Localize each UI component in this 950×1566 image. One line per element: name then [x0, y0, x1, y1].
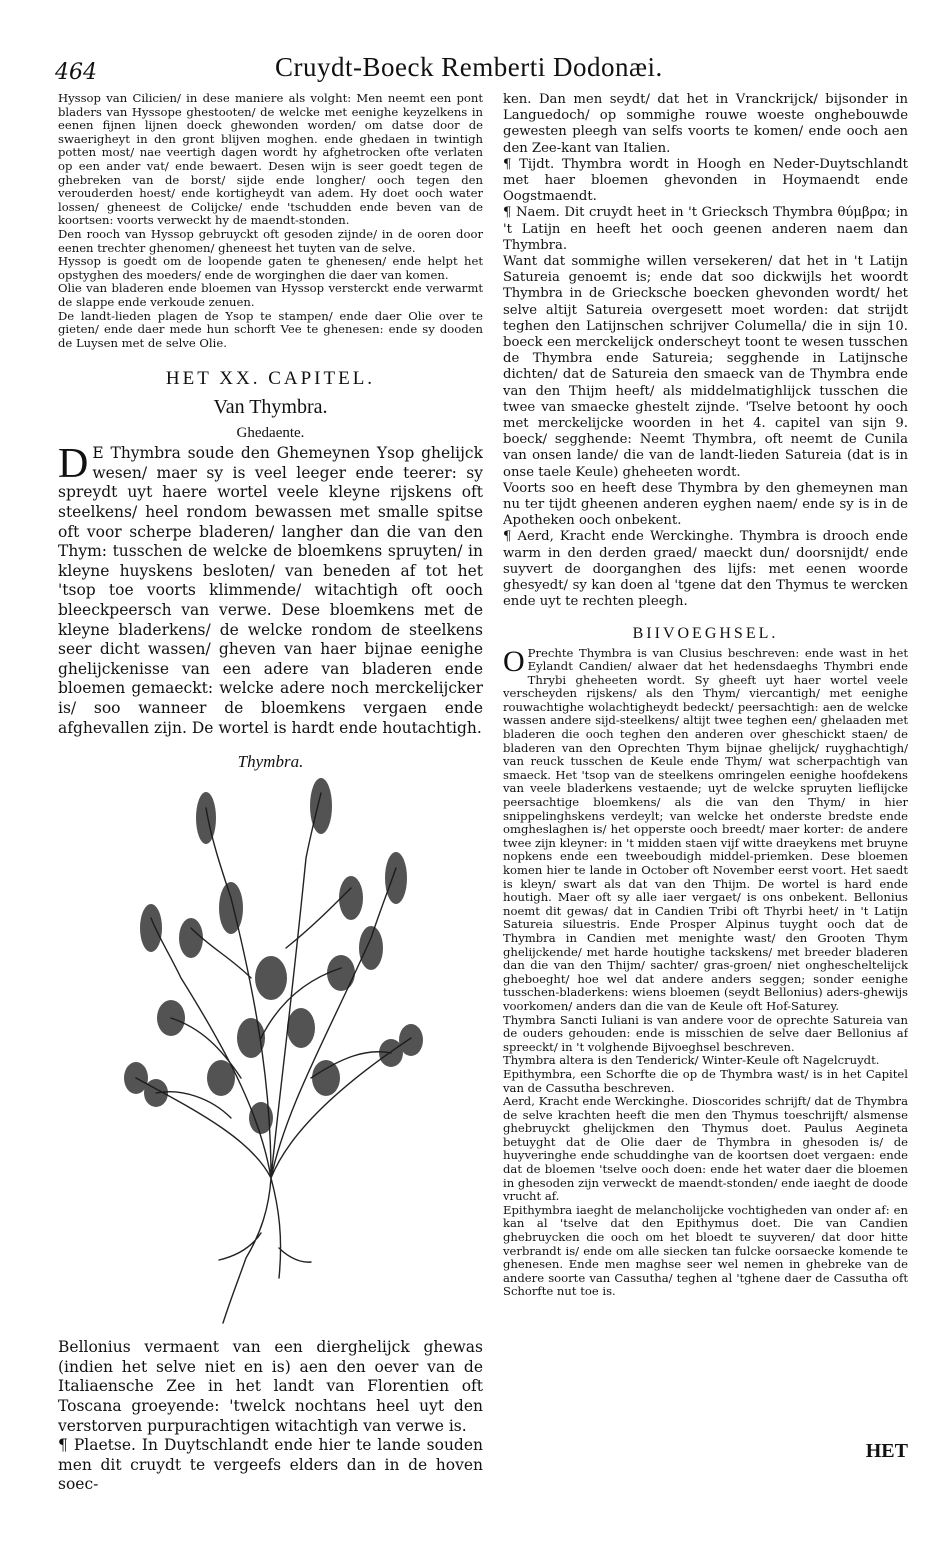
intro-paragraph-1: Hyssop van Cilicien/ in dese maniere als volght: Men neemt een pont bladers van Hyssope ghestooten/ de welcke met eenighe keyzelkens in eenen fijnen lijnen doeck ghewonden worden/ om datse door de swaerigheyt in den gront blijven moghen. ende ghedaen in twintigh potten most/ nae veertigh dagen wordt hy afghetrocken ofte verlaten op een ander vat/ ende bewaert. Desen wijn is seer goedt tegen de ghebreken van de borst/ sijde ende longher/ ooch tegen den verouderden hoest/ ende kortigheydt van adem. Hy doet ooch water lossen/ gheneest de Colijcke/ ende 'tschudden ende beven van de koortsen: voorts verweckt hy de maendt-stonden.: [58, 92, 483, 228]
biivoeghsel-paragraph-4: Epithymbra, een Schorfte die op de Thymbra wast/ is in het Capitel van de Cassutha beschreven.: [503, 1066, 908, 1095]
page-number: 464: [55, 60, 97, 85]
naem-paragraph: ¶ Naem. Dit cruydt heet in 't Griecksch Thymbra θύμβρα; in 't Latijn en heeft het ooch geenen anderen naem dan Thymbra.: [503, 205, 908, 253]
tijdt-paragraph: ¶ Tijdt. Thymbra wordt in Hoogh en Neder-Duytschlandt met haer bloemen ghevonden in Hoymaendt ende Oogstmaendt.: [503, 156, 908, 205]
biivoeghsel-paragraph-6: Epithymbra iaeght de melancholijcke vochtigheden van onder af: en kan al 'tselve dat den Epithymus doet. Die van Candien ghebruycken die ooch om het bloedt te suyveren/ dat door hitte verbrandt is/ ende om alle siecken tan fulcke oorsaecke komende te ghenesen. Ende men maghse seer wel nemen in ghebreke van de andere soorte van Cassutha/ teghen al 'tghene daer de Cassutha oft Schorfte nut toe is.: [503, 1202, 908, 1299]
chapter-title: Van Thymbra.: [213, 396, 328, 419]
intro-paragraph-5: De landt-lieden plagen de Ysop te stampen/ ende daer Olie over te gieten/ ende daer mede hun schorft Vee te ghenesen: ende sy dooden de Luysen met de selve Olie.: [58, 308, 483, 350]
description-text: E Thymbra soude den Ghemeynen Ysop ghelijck wesen/ maer sy is veel leeger ende teerer: sy spreydt uyt haere wortel veele kleyne rijskens oft steelkens/ heel rondom bewassen met smalle spitse oft voor scherpe bladeren/ langher dan die van den Thym: tusschen de welcke de bloemkens spruyten/ in kleyne huyskens besloten/ van beneden af tot het 'tsop toe voorts klimmende/ witachtigh oft ooch bleeckpeersch van verwe. Dese bloemkens met de kleyne bladerkens/ de welcke rondom de steelkens seer dicht wassen/ gheven van haer bijnae eenighe ghelijckenisse van een adere van bladeren ende bloemen gemaeckt: welcke adere noch merckelijcker is/ soo wanneer de bloemkens vergaen ende afghevallen zijn. De wortel is hardt ende houtachtigh.: [58, 444, 483, 737]
satureia-paragraph: Want dat sommighe willen versekeren/ dat het in 't Latijn Satureia genoemt is; ende dat soo dickwijls het woordt Thymbra in de Griecksche boecken ghevonden wordt/ het selve altijt Satureia overgesett moet worden: dat strijdt teghen den Latijnschen schrijver Columella/ die in sijn 10. boeck een merckelijck onderscheyt toont te wesen tusschen de Thymbra ende Satureia; segghende in Latijnsche dichten/ dat de Satureia den smaeck van de Thymbra ende van den Thijm heeft/ als middelmatighlijck tusschen die twee van smaecke ghestelt zijnde. 'Tselve betoont hy ooch met merckelijcke woorden in het 4. capitel van sijn 9. boeck/ segghende: Neemt Thymbra, oft neemt de Cunila van onsen lande/ die van de landt-lieden Satureia (dat is in onse taele Keule) gheheeten wordt.: [503, 254, 908, 480]
biivoeghsel-paragraph-3: Thymbra altera is den Tenderick/ Winter-Keule oft Nagelcruydt.: [503, 1053, 880, 1068]
thymbra-illustration: [111, 778, 431, 1338]
leaf-clusters: [124, 778, 423, 1134]
biivoeghsel-heading: BIIVOEGHSEL.: [632, 624, 779, 642]
running-title: Cruydt-Boeck Remberti Dodonæi.: [275, 52, 663, 82]
intro-paragraph-4: Olie van bladeren ende bloemen van Hyssop versterckt ende verwarmt de slappe ende verkoude zenuen.: [58, 281, 483, 309]
biivoeghsel-paragraph-5: Aerd, Kracht ende Werckinghe. Dioscorides schrijft/ dat de Thymbra de selve krachten heeft die men den Thymus toeschrijft/ alsmense ghebruyckt ghelijckmen den Thymus doet. Paulus Aegineta betuyght dat de Olie daer de Thymbra in ghesoden is/ de huyveringhe ende schuddinghe van de koortsen doet vergaen: ende dat de bloemen 'tselve ooch doen: ende het water daer die bloemen in ghesoden zijn verweckt de maendt-stonden/ ende iaeght de doode vrucht af.: [503, 1094, 908, 1204]
page-header: [55, 52, 905, 92]
biivoeghsel-paragraph-2: Thymbra Sancti Iuliani is van andere voor de oprechte Satureia van de ouders gehouden: ende is misschien de selve daer Bellonius af spreeckt/ in 't volghende Bijvoeghsel beschreven.: [503, 1012, 908, 1054]
intro-paragraph-2: Den rooch van Hyssop gebruyckt oft gesoden zijnde/ in de ooren door eenen trechter ghenomen/ gheneest het tuyten van de selve.: [58, 226, 483, 255]
bellonius-paragraph: Bellonius vermaent van een dierghelijck ghewas (indien het selve niet en is) aen den oever van de Italiaensche Zee in het landt van Florentien oft Toscana groeyende: 'twelck nochtans heel uyt den verstorven purpurachtigen witachtigh van verwe is.: [58, 1338, 483, 1435]
intro-paragraph-3: Hyssop is goedt om de loopende gaten te ghenesen/ ende helpt het opstyghen des moeders/ ende de worginghen die daer van komen.: [58, 254, 483, 282]
aerd-paragraph: ¶ Aerd, Kracht ende Werckinghe. Thymbra is drooch ende warm in den derden graed/ maeckt dun/ doorsnijdt/ ende suyvert de doorganghen des lijfs: met eenen woorde ghesyedt/ sy kan doen al 'tgene dat den Thymus te wercken ende uyt te rechten pleegh.: [503, 529, 908, 610]
right-column: [503, 92, 908, 1452]
plaetse-paragraph: ¶ Plaetse. In Duytschlandt ende hier te lande souden men dit cruydt te vergeefs elders dan in de hoven soec-: [58, 1436, 483, 1494]
left-column: [58, 92, 483, 1512]
catchword: HET: [865, 1440, 908, 1462]
drop-cap: D: [58, 441, 89, 488]
description-paragraph: [58, 441, 483, 738]
drop-cap-o: O: [503, 644, 525, 678]
plant-label: Thymbra.: [237, 752, 304, 772]
section-subtitle: Ghedaente.: [236, 425, 305, 442]
voorts-paragraph: Voorts soo en heeft dese Thymbra by den ghemeynen man nu ter tijdt gheenen anderen eyghen naem/ ende sy is in de Apotheken ooch onbekent.: [503, 480, 908, 529]
biivoeghsel-paragraph: [503, 644, 908, 1014]
right-paragraph-1: ken. Dan men seydt/ dat het in Vranckrijck/ bijsonder in Languedoch/ op sommighe rouwe woeste onghebouwde gewesten pleegh van selfs voorts te komen/ ende ooch aen den Zee-kant van Italien.: [503, 92, 908, 156]
chapter-heading: HET XX. CAPITEL.: [165, 368, 376, 390]
biivoeghsel-text: Prechte Thymbra is van Clusius beschreven: ende wast in het Eylandt Candien/ alwaer dat het hedensdaeghs Thymbri ende Thrybi gheheeten wordt. Sy gheeft uyt haer wortel veele verscheyden rijskens/ als den Thym/ viercantigh/ met eenighe rouwachtighe wolachtigheydt bedeckt/ peersachtigh: aen de welcke wassen andere sijd-steelkens/ altijt twee teghen een/ ghelaaden met bladeren die ooch teghen den anderen over gheschickt staen/ de bladeren van den Oprechten Thym bijnae ghelijck/ ruyghachtigh/ van reuck tusschen de Keule ende Thym/ wat scherpachtigh van smaeck. Het 'tsop van de steelkens omringelen eenighe hoofdekens van veele bladerkens vestaende; uyt de welcke spruyten lieflijcke peersachtige bloemkens/ als die van den Thym/ in hier snippelinghskens verdeylt; van welcke het onderste bredste ende omgheslaghen is/ het opperste ooch breedt/ maer korter: de andere twee zijn kleyner: in 't midden staen vijf witte draeykens met bruyne nopkens ende een tweeboudigh middel-priemken. Dese bloemen komen hier te lande in October oft November eerst voort. Het saedt is kleyn/ swart als dat van den Thijm. De wortel is hard ende houtigh. Maer oft sy alle iaer vergaet/ is ons onbekent. Bellonius noemt dit gewas/ dat in Candien Tribi oft Thyrbi heet/ in 't Latijn Satureia siluestris. Ende Prosper Alpinus tuyght ooch dat de Thymbra in Candien met menighte wast/ den Grooten Thym ghelijckende/ met harde houtighe tackskens/ met breeder bladeren dan die van den Thijm/ sachter/ gras-groen/ niet onghescheltelijck gheboeght/ hoe wel dat andere anders seggen; sonder eenighe tusschen-bladerkens: wiens bloemen (seydt Bellonius) aders-ghewijs voorkomen/ anders dan die van de Keule oft Hof-Saturey.: [503, 645, 908, 1013]
